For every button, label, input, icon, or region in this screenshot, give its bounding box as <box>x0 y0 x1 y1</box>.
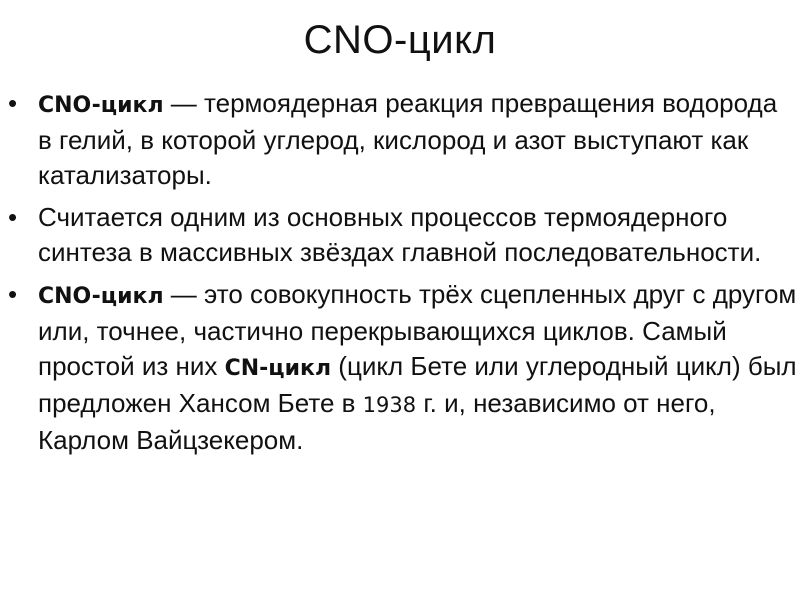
term-cn-cycle: CN-цикл <box>224 356 332 381</box>
bullet-item-2 <box>8 200 798 270</box>
year-value: 1938 <box>362 393 417 417</box>
bullet-text: — термоядерная реакция превращения водорода в гелий, в которой углерод, кислород и азот выступают как катализаторы. <box>38 88 778 190</box>
term-cno-cycle: CNO-цикл <box>38 93 164 118</box>
bullet-text: Считается одним из основных процессов термоядерного синтеза в массивных звёздах главной последовательности. <box>38 202 762 267</box>
bullet-point-icon: • <box>8 279 18 309</box>
slide-title: CNO-цикл <box>303 18 497 62</box>
bullet-text: — это совокупность трёх сцепленных друг с другом или, точнее, частично перекрывающихся циклов. Самый простой из них <box>38 279 797 381</box>
term-cno-cycle: CNO-цикл <box>38 284 164 309</box>
bullet-item-1 <box>8 86 798 193</box>
bullet-point-icon: • <box>8 202 18 232</box>
bullet-item-3 <box>8 277 798 458</box>
bullet-text: г. и, независимо от него, Карлом Вайцзекером. <box>38 388 716 455</box>
bullet-list <box>8 86 798 465</box>
bullet-text: (цикл Бете или углеродный цикл) был предложен Хансом Бете в <box>38 351 797 418</box>
bullet-point-icon: • <box>8 88 18 118</box>
